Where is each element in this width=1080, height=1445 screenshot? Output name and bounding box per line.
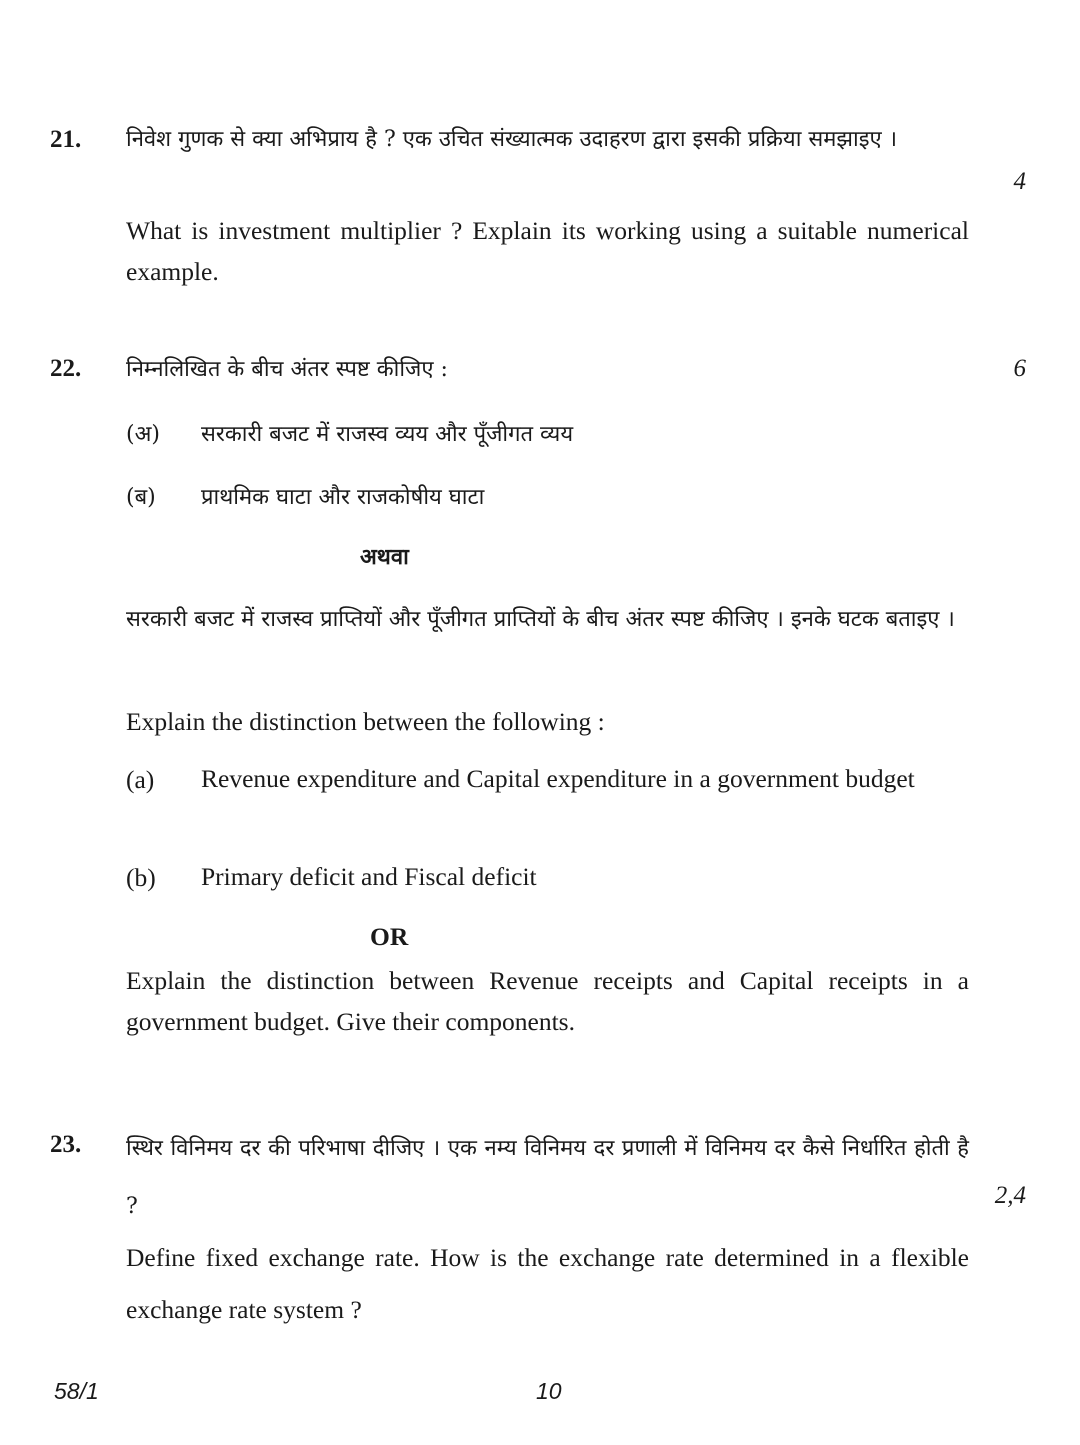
question-21-marks: 4 — [1013, 168, 1026, 195]
question-22-hindi-intro: निम्नलिखित के बीच अंतर स्पष्ट कीजिए : — [126, 357, 448, 382]
question-22-hindi-part-b-label: (ब) — [126, 485, 156, 510]
question-21-number: 21. — [50, 126, 82, 153]
paper-code: 58/1 — [54, 1378, 99, 1404]
question-22-hindi-part-b-text: प्राथमिक घाटा और राजकोषीय घाटा — [201, 485, 485, 510]
question-22-hindi-part-a-label: (अ) — [126, 422, 160, 447]
question-23-number: 23. — [50, 1131, 82, 1158]
question-22-english-alternative: Explain the distinction between Revenue receipts and Capital receipts in a government budget. Give their components. — [126, 966, 969, 1036]
question-21-english: What is investment multiplier ? Explain its working using a suitable numerical example. — [126, 216, 969, 286]
question-22-english-part-b-label: (b) — [126, 863, 156, 892]
question-21-hindi: निवेश गुणक से क्या अभिप्राय है ? एक उचित संख्यात्मक उदाहरण द्वारा इसकी प्रक्रिया समझाइए । — [126, 127, 898, 152]
question-23-english: Define fixed exchange rate. How is the exchange rate determined in a flexible exchange rate system ? — [126, 1243, 969, 1324]
question-22-english-intro: Explain the distinction between the following : — [126, 707, 605, 736]
question-22-marks: 6 — [1013, 355, 1026, 382]
question-22-english-part-a-text: Revenue expenditure and Capital expenditure in a government budget — [201, 764, 915, 793]
question-23-hindi: स्थिर विनिमय दर की परिभाषा दीजिए । एक नम्य विनिमय दर प्रणाली में विनिमय दर कैसे निर्धारित होती है ? — [126, 1136, 969, 1219]
page-number: 10 — [536, 1378, 562, 1404]
question-22-hindi-part-a-text: सरकारी बजट में राजस्व व्यय और पूँजीगत व्यय — [201, 422, 574, 447]
question-22-english-part-b-text: Primary deficit and Fiscal deficit — [201, 862, 537, 891]
question-22-english-or: OR — [370, 922, 409, 951]
question-22-hindi-alternative: सरकारी बजट में राजस्व प्राप्तियों और पूँजीगत प्राप्तियों के बीच अंतर स्पष्ट कीजिए । इनके घटक बताइए । — [126, 607, 955, 632]
question-22-hindi-or: अथवा — [360, 544, 409, 570]
question-22-number: 22. — [50, 355, 82, 382]
question-22-english-part-a-label: (a) — [126, 765, 155, 794]
question-23-marks: 2,4 — [994, 1182, 1026, 1209]
